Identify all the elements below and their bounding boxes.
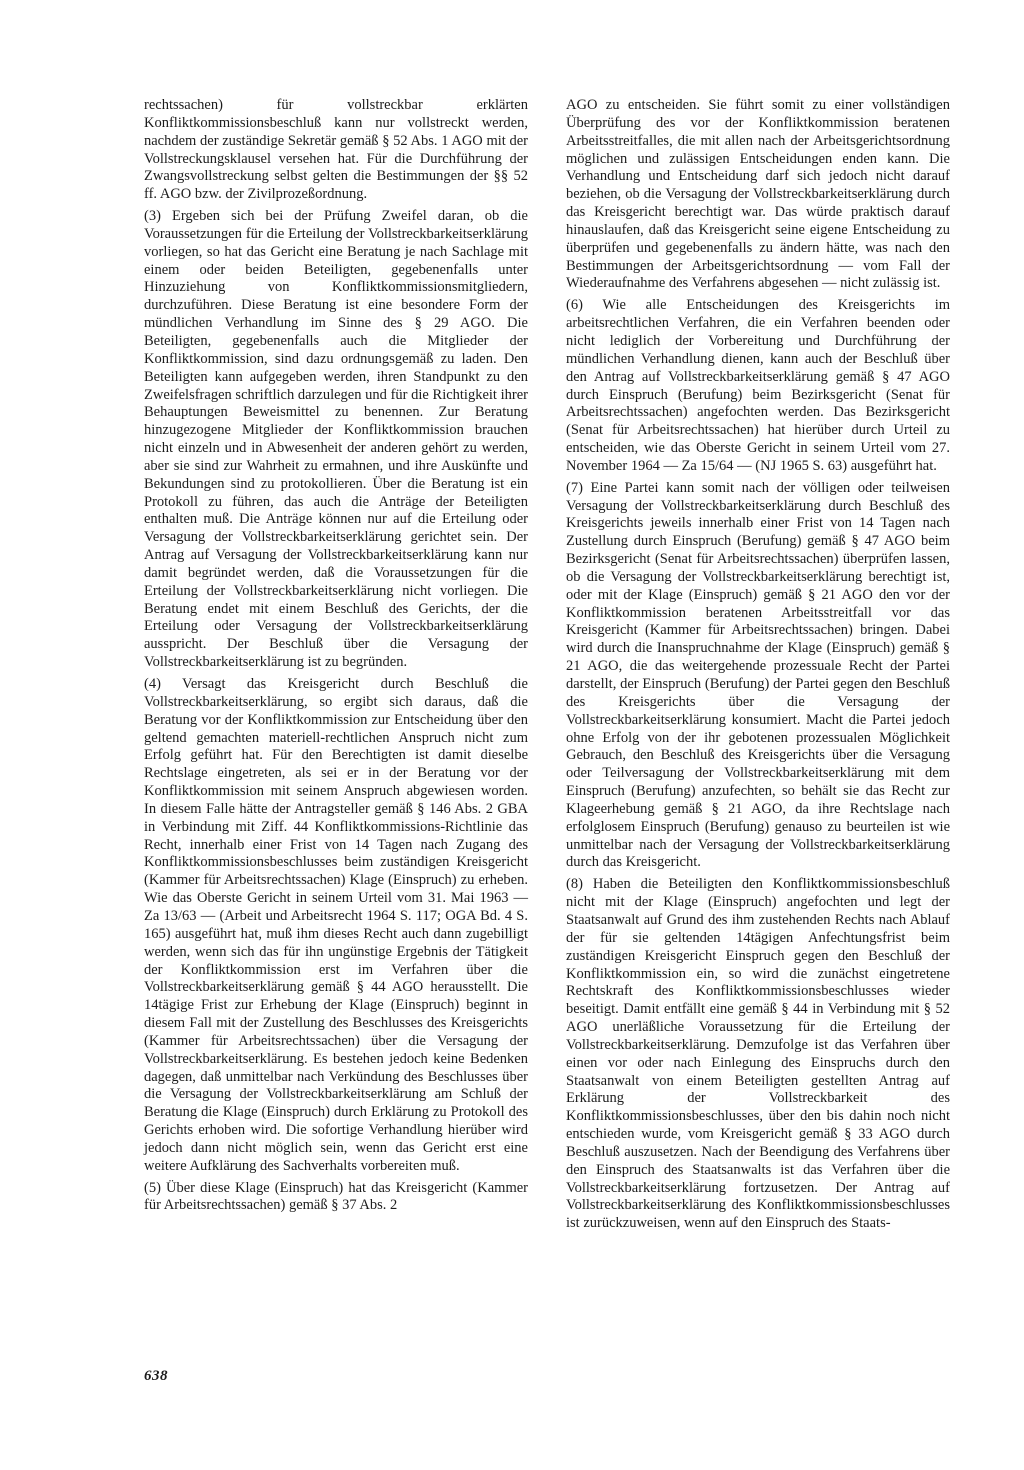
paragraph: (8) Haben die Beteiligten den Konfliktkommissionsbeschluß nicht mit der Klage (Einspruch) angefochten und legt der Staatsanwalt auf Grund des ihm zustehenden Rechts nach Ablauf der für sie geltenden 14tägigen Anfechtungsfrist beim zuständigen Kreisgericht Einspruch gegen den Beschluß der Konfliktkommission ein, so wird die zunächst eingetretene Rechtskraft des Konfliktkommissionsbeschlusses wieder beseitigt. Damit entfällt eine gemäß § 44 in Verbindung mit § 52 AGO unerläßliche Voraussetzung für die Erteilung der Vollstreckbarkeitserklärung. Demzufolge ist das Verfahren über einen vor oder nach Einlegung des Einspruchs durch den Staatsanwalt von einem Beteiligten gestellten Antrag auf Erklärung der Vollstreckbarkeit des Konfliktkommissionsbeschlusses, über den bis dahin noch nicht entschieden wurde, vom Kreisgericht gemäß § 33 AGO durch Beschluß auszusetzen. Nach der Beendigung des Verfahrens über den Einspruch des Staatsanwalts ist das Verfahren über die Vollstreckbarkeitserklärung fortzusetzen. Der Antrag auf Vollstreckbarkeitserklärung des Konfliktkommissionsbeschlusses ist zurückzuweisen, wenn auf den Einspruch des Staats- bbox=[566, 876, 950, 1232]
right-column bbox=[566, 97, 950, 1237]
paragraph: (3) Ergeben sich bei der Prüfung Zweifel daran, ob die Voraussetzungen für die Erteilung der Vollstreckbarkeitserklärung vorliegen, so hat das Gericht eine Beratung je nach Sachlage mit einem oder beiden Beteiligten, gegebenenfalls unter Hinzuziehung von Konfliktkommissionsmitgliedern, durchzuführen. Diese Beratung ist eine besondere Form der mündlichen Verhandlung im Sinne des § 29 AGO. Die Beteiligten, gegebenenfalls auch die Mitglieder der Konfliktkommission, sind dazu ordnungsgemäß zu laden. Den Beteiligten kann aufgegeben werden, ihren Standpunkt zu den Zweifelsfragen schriftlich darzulegen und für die Richtigkeit ihrer Behauptungen Beweismittel zu benennen. Zur Beratung hinzugezogene Mitglieder der Konfliktkommission brauchen nicht einzeln und in Abwesenheit der anderen gehört zu werden, aber sie sind zur Wahrheit zu ermahnen, und ihre Auskünfte und Bekundungen sind zu protokollieren. Über die Beratung ist ein Protokoll zu führen, das auch die Anträge der Beteiligten enthalten muß. Die Anträge können nur auf die Erteilung oder Versagung der Vollstreckbarkeitserklärung gerichtet sein. Der Antrag auf Versagung der Vollstreckbarkeitserklärung kann nur damit begründet werden, daß die Voraussetzungen für die Erteilung der Vollstreckbarkeitserklärung nicht vorliegen. Die Beratung endet mit einem Beschluß des Gerichts, der die Erteilung oder Versagung der Vollstreckbarkeitserklärung ausspricht. Der Beschluß über die Versagung der Vollstreckbarkeitserklärung ist zu begründen. bbox=[144, 208, 528, 671]
paragraph: rechtssachen) für vollstreckbar erklärten Konfliktkommissionsbeschluß kann nur vollstreckt werden, nachdem der zuständige Sekretär gemäß § 52 Abs. 1 AGO mit der Vollstreckungsklausel versehen hat. Für die Durchführung der Zwangsvollstreckung selbst gelten die Bestimmungen der §§ 52 ff. AGO bzw. der Zivilprozeßordnung. bbox=[144, 97, 528, 203]
paragraph: (4) Versagt das Kreisgericht durch Beschluß die Vollstreckbarkeitserklärung, so ergibt sich daraus, daß die Beratung vor der Konfliktkommission zur Entscheidung über den geltend gemachten materiell-rechtlichen Anspruch nicht zum Erfolg geführt hat. Für den Berechtigten ist damit dieselbe Rechtslage eingetreten, als sei er in der Beratung vor der Konfliktkommission mit seinem Anspruch abgewiesen worden. In diesem Falle hätte der Antragsteller gemäß § 146 Abs. 2 GBA in Verbindung mit Ziff. 44 Konfliktkommissions-Richtlinie das Recht, innerhalb einer Frist von 14 Tagen nach Zugang des Konfliktkommissionsbeschlusses beim zuständigen Kreisgericht (Kammer für Arbeitsrechtssachen) Klage (Einspruch) zu erheben. Wie das Oberste Gericht in seinem Urteil vom 31. Mai 1963 — Za 13/63 — (Arbeit und Arbeitsrecht 1964 S. 117; OGA Bd. 4 S. 165) ausgeführt hat, muß ihm dieses Recht auch dann zugebilligt werden, wenn sich das für ihn ungünstige Ergebnis der Tätigkeit der Konfliktkommission erst im Verfahren über die Vollstreckbarkeitserklärung gemäß § 44 AGO herausstellt. Die 14tägige Frist zur Erhebung der Klage (Einspruch) beginnt in diesem Fall mit der Zustellung des Beschlusses des Kreisgerichts (Kammer für Arbeitsrechtssachen) über die Versagung der Vollstreckbarkeitserklärung. Es bestehen jedoch keine Bedenken dagegen, daß unmittelbar nach Verkündung des Beschlusses über die Versagung der Vollstreckbarkeitserklärung am Schluß der Beratung die Klage (Einspruch) durch Erklärung zu Protokoll des Gerichts erhoben wird. Die sofortige Verhandlung hierüber wird jedoch dann nicht möglich sein, wenn das Gericht erst eine weitere Aufklärung des Sachverhalts vorbereiten muß. bbox=[144, 676, 528, 1174]
paragraph: AGO zu entscheiden. Sie führt somit zu einer vollständigen Überprüfung des vor der Konfliktkommission beratenen Arbeitsstreitfalles, die mit allen nach der Arbeitsgerichtsordnung möglichen und zulässigen Entscheidungen enden kann. Die Verhandlung und Entscheidung darf sich jedoch nicht darauf beziehen, ob die Versagung der Vollstreckbarkeitserklärung durch das Kreisgericht berechtigt war. Das würde praktisch darauf hinauslaufen, daß das Kreisgericht seine eigene Entscheidung zu überprüfen und gegebenenfalls zu ändern hätte, was nach den Bestimmungen der Arbeitsgerichtsordnung — vom Fall der Wiederaufnahme des Verfahrens abgesehen — nicht zulässig ist. bbox=[566, 97, 950, 292]
paragraph: (5) Über diese Klage (Einspruch) hat das Kreisgericht (Kammer für Arbeitsrechtssachen) gemäß § 37 Abs. 2 bbox=[144, 1179, 528, 1214]
left-column bbox=[144, 97, 528, 1219]
paragraph: (6) Wie alle Entscheidungen des Kreisgerichts im arbeitsrechtlichen Verfahren, die ein Verfahren beenden oder nicht lediglich der Vorbereitung und Durchführung der mündlichen Verhandlung dienen, kann auch der Beschluß über den Antrag auf Vollstreckbarkeitserklärung gemäß § 47 AGO durch Einspruch (Berufung) beim Bezirksgericht (Senat für Arbeitsrechtssachen) angefochten werden. Das Bezirksgericht (Senat für Arbeitsrechtssachen) hat hierüber durch Urteil zu entscheiden, wie das Oberste Gericht in seinem Urteil vom 27. November 1964 — Za 15/64 — (NJ 1965 S. 63) ausgeführt hat. bbox=[566, 297, 950, 474]
page-number: 638 bbox=[144, 1368, 168, 1384]
paragraph: (7) Eine Partei kann somit nach der völligen oder teilweisen Versagung der Vollstreckbarkeitserklärung durch Beschluß des Kreisgerichts jeweils innerhalb einer Frist von 14 Tagen nach Zustellung durch Einspruch (Berufung) gemäß § 47 AGO beim Bezirksgericht (Senat für Arbeitsrechtssachen) überprüfen lassen, ob die Versagung der Vollstreckbarkeitserklärung berechtigt ist, oder mit der Klage (Einspruch) gemäß § 21 AGO den vor der Konfliktkommission beratenen Arbeitsstreitfall vor das Kreisgericht (Kammer für Arbeitsrechtssachen) bringen. Dabei wird durch die Inanspruchnahme der Klage (Einspruch) gemäß § 21 AGO, die das weitergehende prozessuale Recht der Partei darstellt, der Einspruch (Berufung) der Partei gegen den Beschluß des Kreisgerichts über die Versagung der Vollstreckbarkeitserklärung konsumiert. Macht die Partei jedoch ohne Erfolg von der ihr gebotenen prozessualen Möglichkeit Gebrauch, den Beschluß des Kreisgerichts über die Versagung oder Teilversagung der Vollstreckbarkeitserklärung mit dem Einspruch (Berufung) anzufechten, so behält sie das Recht zur Klageerhebung gemäß § 21 AGO, da ihre Rechtslage nach erfolglosem Einspruch (Berufung) genauso zu beurteilen ist wie unmittelbar nach der Versagung der Vollstreckbarkeitserklärung durch das Kreisgericht. bbox=[566, 479, 950, 871]
